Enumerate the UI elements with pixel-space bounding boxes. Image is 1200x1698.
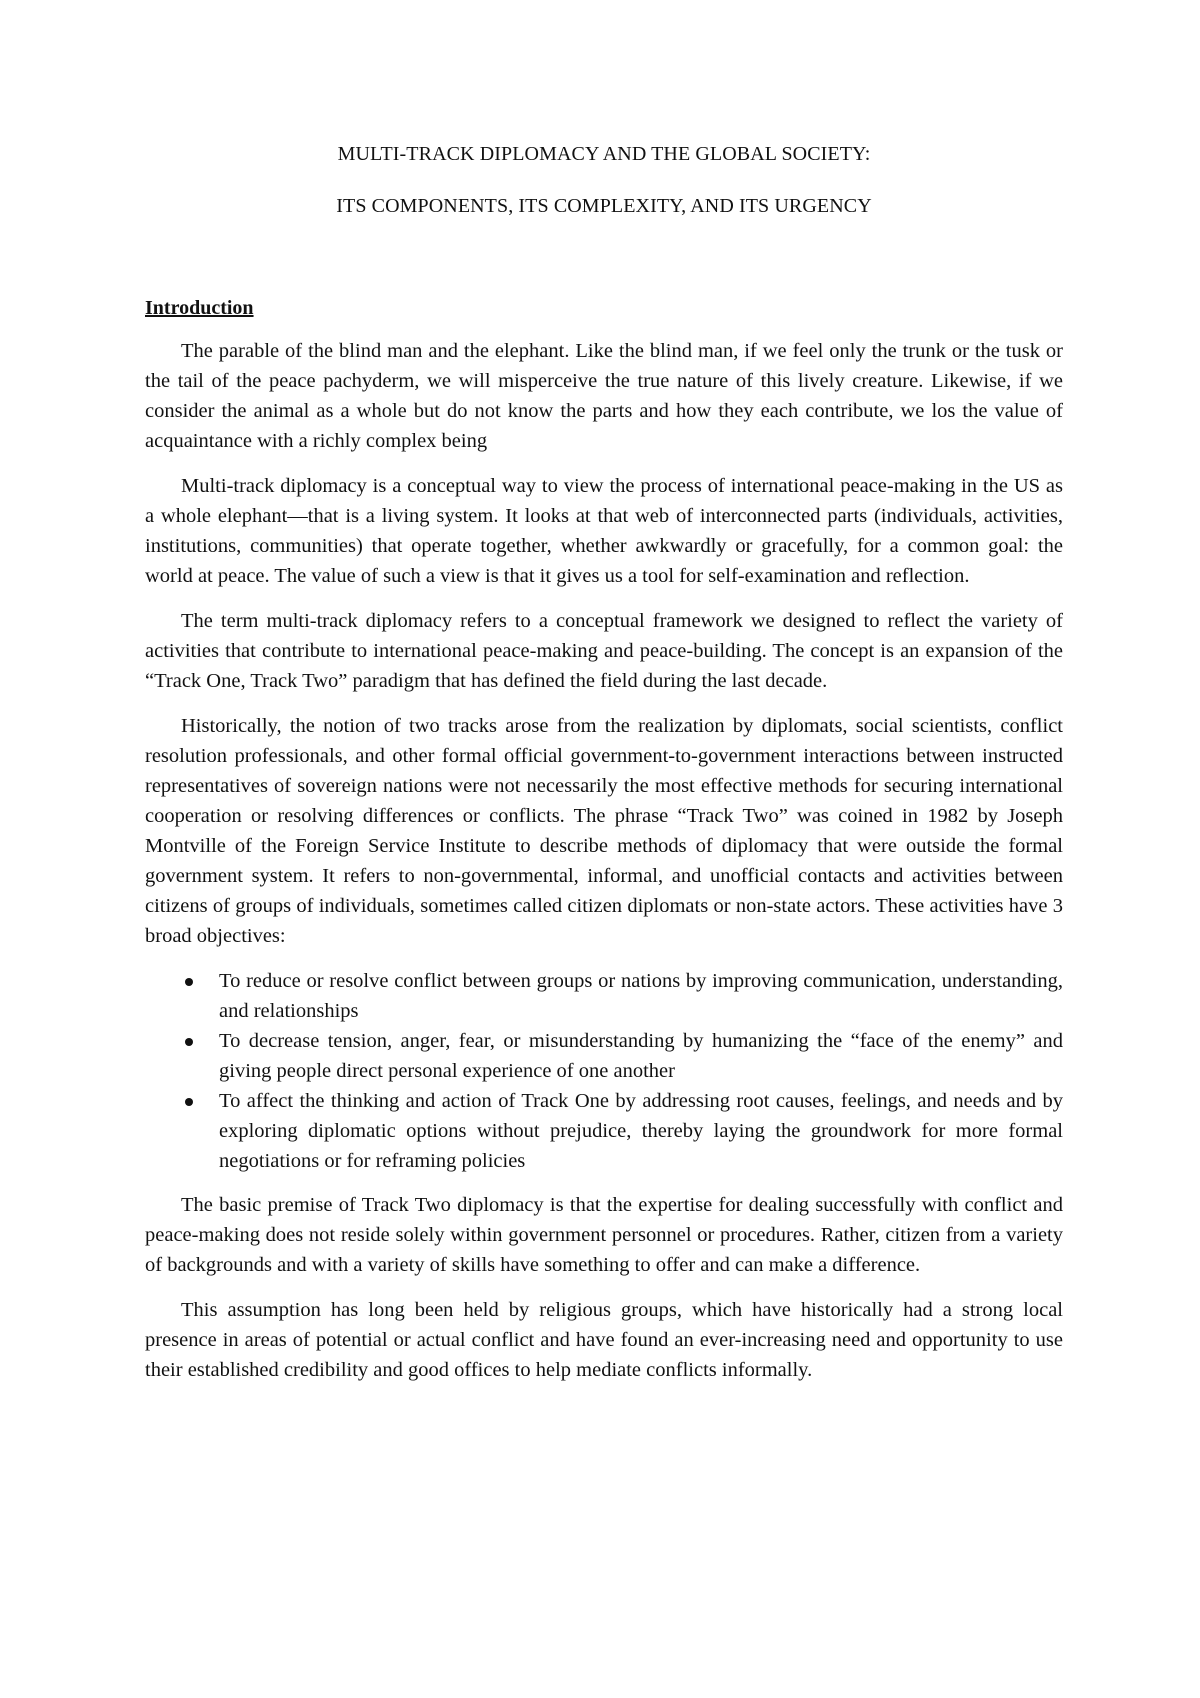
paragraph-2: Multi-track diplomacy is a conceptual way to view the process of international peace-making in the US as a whole elephant—that is a living system. It looks at that web of interconnected parts (individuals, activities, institutions, communities) that operate together, whether awkwardly or gracefully, for a common goal: the world at peace. The value of such a view is that it gives us a tool for self-examination and reflection. [145, 475, 1063, 587]
document-title-line-2: ITS COMPONENTS, ITS COMPLEXITY, AND ITS URGENCY [336, 195, 872, 217]
document-title-line-1: MULTI-TRACK DIPLOMACY AND THE GLOBAL SOCIETY: [337, 143, 871, 165]
list-item-text: To affect the thinking and action of Track One by addressing root causes, feelings, and needs and by exploring diplomatic options without prejudice, thereby laying the groundwork for more formal negotiations or for reframing policies [219, 1090, 1063, 1172]
list-item [145, 966, 1063, 1026]
list-item [145, 1026, 1063, 1086]
paragraph-5: The basic premise of Track Two diplomacy is that the expertise for dealing successfully with conflict and peace-making does not reside solely within government personnel or procedures. Rather, citizen from a variety of backgrounds and with a variety of skills have something to offer and can make a difference. [145, 1194, 1063, 1276]
section-heading-introduction: Introduction [145, 297, 254, 319]
paragraph-3: The term multi-track diplomacy refers to a conceptual framework we designed to reflect the variety of activities that contribute to international peace-making and peace-building. The concept is an expansion of the “Track One, Track Two” paradigm that has defined the field during the last decade. [145, 610, 1063, 692]
paragraph-1: The parable of the blind man and the elephant. Like the blind man, if we feel only the trunk or the tusk or the tail of the peace pachyderm, we will misperceive the true nature of this lively creature. Likewise, if we consider the animal as a whole but do not know the parts and how they each contribute, we los the value of acquaintance with a richly complex being [145, 340, 1063, 452]
list-item-text: To decrease tension, anger, fear, or misunderstanding by humanizing the “face of the enemy” and giving people direct personal experience of one another [219, 1030, 1063, 1082]
bullet-icon [185, 1038, 193, 1046]
document-page [145, 140, 1063, 1400]
paragraph-4: Historically, the notion of two tracks arose from the realization by diplomats, social scientists, conflict resolution professionals, and other formal official government-to-government interactions between instructed representatives of sovereign nations were not necessarily the most effective methods for securing international cooperation or resolving differences or conflicts. The phrase “Track Two” was coined in 1982 by Joseph Montville of the Foreign Service Institute to describe methods of diplomacy that were outside the formal government system. It refers to non-governmental, informal, and unofficial contacts and activities between citizens of groups of individuals, sometimes called citizen diplomats or non-state actors. These activities have 3 broad objectives: [145, 715, 1063, 947]
objectives-list [145, 966, 1063, 1176]
list-item-text: To reduce or resolve conflict between groups or nations by improving communication, understanding, and relationships [219, 970, 1063, 1022]
bullet-icon [185, 1098, 193, 1106]
paragraph-6: This assumption has long been held by religious groups, which have historically had a strong local presence in areas of potential or actual conflict and have found an ever-increasing need and opportunity to use their established credibility and good offices to help mediate conflicts informally. [145, 1299, 1063, 1381]
bullet-icon [185, 978, 193, 986]
list-item [145, 1086, 1063, 1176]
